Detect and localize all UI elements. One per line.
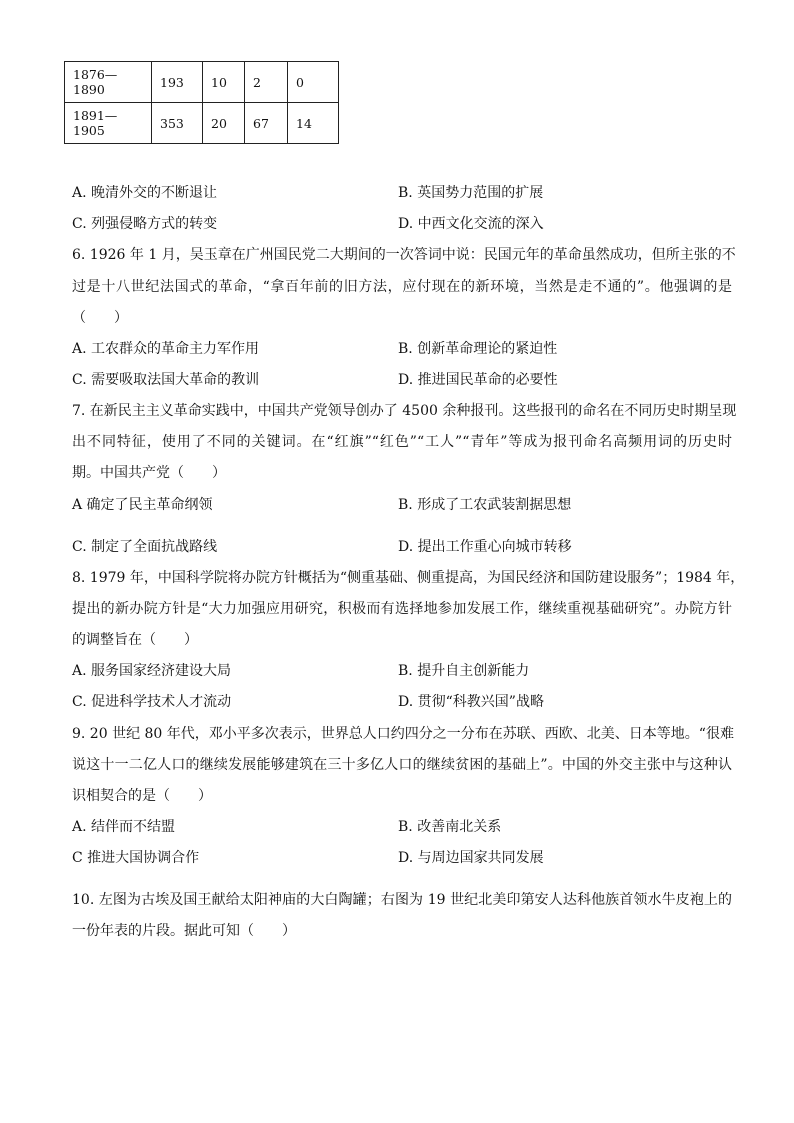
q8-option-a: A. 服务国家经济建设大局 (72, 663, 232, 679)
table-cell: 14 (288, 103, 339, 144)
q6-stem-line3: （ ） (72, 310, 128, 326)
q9-option-d: D. 与周边国家共同发展 (398, 850, 544, 866)
table-cell: 353 (152, 103, 203, 144)
q7-option-c: C. 制定了全面抗战路线 (72, 539, 218, 555)
table-row (65, 103, 339, 144)
q8-option-c: C. 促进科学技术人才流动 (72, 694, 232, 710)
q10-stem-line2: 一份年表的片段。据此可知（ ） (72, 923, 296, 939)
table-row (65, 62, 339, 103)
q7-option-d: D. 提出工作重心向城市转移 (398, 539, 572, 555)
q6-option-c: C. 需要吸取法国大革命的教训 (72, 372, 260, 388)
table-cell: 10 (203, 62, 245, 103)
q6-option-b: B. 创新革命理论的紧迫性 (398, 341, 558, 357)
q10-stem-line1: 10. 左图为古埃及国王献给太阳神庙的大白陶罐；右图为 19 世纪北美印第安人达科他族首领水牛皮袍上的 (72, 892, 732, 908)
q7-stem-line3: 期。中国共产党（ ） (72, 465, 226, 481)
q9-stem-line1: 9. 20 世纪 80 年代，邓小平多次表示，世界总人口约四分之一分布在苏联、西欧、北美、日本等地。“很难 (72, 726, 734, 742)
table-cell: 193 (152, 62, 203, 103)
q6-option-a: A. 工农群众的革命主力军作用 (72, 341, 260, 357)
q6-stem-line1: 6. 1926 年 1 月，吴玉章在广州国民党二大期间的一次答词中说：民国元年的革命虽然成功，但所主张的不 (72, 247, 736, 263)
q9-option-c: C 推进大国协调合作 (72, 850, 200, 866)
table-cell: 67 (245, 103, 288, 144)
q9-option-b: B. 改善南北关系 (398, 819, 502, 835)
q9-option-a: A. 结伴而不结盟 (72, 819, 176, 835)
q7-stem-line2: 出不同特征，使用了不同的关键词。在“红旗”“红色”“工人”“青年”等成为报刊命名高频用词的历史时 (72, 434, 732, 450)
q7-option-a: A 确定了民主革命纲领 (72, 497, 213, 513)
table-cell: 0 (288, 62, 339, 103)
q8-option-b: B. 提升自主创新能力 (398, 663, 530, 679)
q8-option-d: D. 贯彻“科教兴国”战略 (398, 694, 544, 710)
q6-option-d: D. 推进国民革命的必要性 (398, 372, 558, 388)
data-table (64, 61, 339, 144)
q5-option-a: A. 晚清外交的不断退让 (72, 185, 218, 201)
table-cell: 1876—1890 (65, 62, 152, 103)
table-cell: 20 (203, 103, 245, 144)
q6-stem-line2: 过是十八世纪法国式的革命，“拿百年前的旧方法，应付现在的新环境，当然是走不通的”。他强调的是 (72, 279, 732, 295)
q8-stem-line3: 的调整旨在（ ） (72, 632, 198, 648)
q7-option-b: B. 形成了工农武装割据思想 (398, 497, 572, 513)
q7-stem-line1: 7. 在新民主主义革命实践中，中国共产党领导创办了 4500 余种报刊。这些报刊的命名在不同历史时期呈现 (72, 403, 737, 419)
q9-stem-line3: 识相契合的是（ ） (72, 788, 212, 804)
q5-option-c: C. 列强侵略方式的转变 (72, 216, 218, 232)
q5-option-b: B. 英国势力范围的扩展 (398, 185, 544, 201)
table-cell: 2 (245, 62, 288, 103)
table-cell: 1891—1905 (65, 103, 152, 144)
q5-option-d: D. 中西文化交流的深入 (398, 216, 544, 232)
q8-stem-line1: 8. 1979 年，中国科学院将办院方针概括为“侧重基础、侧重提高，为国民经济和国防建设服务”；1984 年， (72, 570, 745, 586)
q9-stem-line2: 说这十一二亿人口的继续发展能够建筑在三十多亿人口的继续贫困的基础上”。中国的外交主张中与这种认 (72, 757, 732, 773)
q8-stem-line2: 提出的新办院方针是“大力加强应用研究，积极而有选择地参加发展工作，继续重视基础研究”。办院方针 (72, 601, 732, 617)
